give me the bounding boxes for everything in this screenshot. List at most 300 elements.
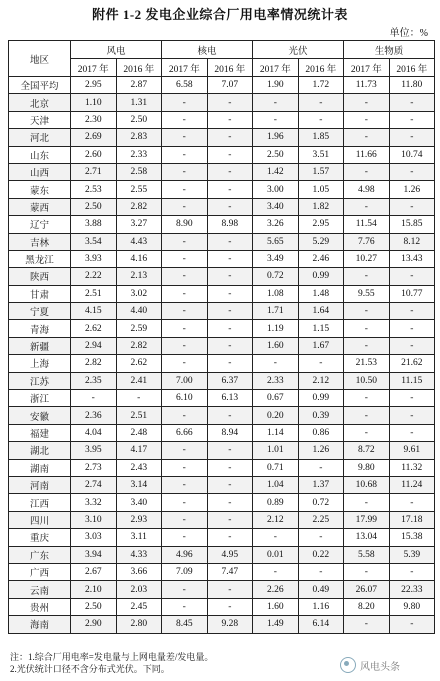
value-cell: - [344,390,390,407]
value-cell: 3.54 [71,233,117,250]
value-cell: 2.33 [116,146,162,163]
year-header: 2017 年 [71,59,117,77]
region-cell: 全国平均 [9,77,71,94]
region-cell: 天津 [9,111,71,128]
value-cell: 10.68 [344,476,390,493]
value-cell: 13.43 [389,250,435,267]
value-cell: 1.85 [298,129,344,146]
value-cell: 22.33 [389,581,435,598]
value-cell: 3.00 [253,181,299,198]
stats-table [8,40,435,634]
watermark-text: 风电头条 [360,661,400,673]
footnote-2: 2.光伏统计口径不含分布式光伏。下同。 [10,664,170,674]
value-cell: - [253,111,299,128]
value-cell: 1.72 [298,77,344,94]
value-cell: - [162,494,208,511]
value-cell: 3.26 [253,216,299,233]
value-cell: - [207,111,253,128]
value-cell: 2.58 [116,163,162,180]
region-cell: 山东 [9,146,71,163]
value-cell: - [162,181,208,198]
value-cell: - [162,459,208,476]
value-cell: 3.95 [71,442,117,459]
value-cell: 7.09 [162,563,208,580]
table-row [9,337,435,354]
value-cell: 0.86 [298,424,344,441]
value-cell: 2.62 [116,355,162,372]
value-cell: 2.53 [71,181,117,198]
value-cell: - [389,94,435,111]
value-cell: 2.95 [298,216,344,233]
value-cell: 3.10 [71,511,117,528]
value-cell: - [207,129,253,146]
value-cell: - [389,424,435,441]
value-cell: 2.25 [298,511,344,528]
region-cell: 吉林 [9,233,71,250]
value-cell: - [344,163,390,180]
value-cell: 9.28 [207,616,253,633]
value-cell: - [344,616,390,633]
value-cell: 3.11 [116,529,162,546]
value-cell: 2.55 [116,181,162,198]
value-cell: - [344,129,390,146]
value-cell: 2.95 [71,77,117,94]
value-cell: - [162,268,208,285]
region-cell: 四川 [9,511,71,528]
group-header-biomass: 生物质 [344,41,435,59]
region-cell: 甘肃 [9,285,71,302]
value-cell: - [344,111,390,128]
year-header: 2017 年 [162,59,208,77]
footnote-1: 注：1.综合厂用电率=发电量与上网电量差/发电量。 [10,652,214,662]
value-cell: 2.45 [116,598,162,615]
table-row [9,616,435,633]
value-cell: 11.54 [344,216,390,233]
value-cell: 3.27 [116,216,162,233]
value-cell: - [344,563,390,580]
value-cell: - [253,563,299,580]
value-cell: 6.13 [207,390,253,407]
watermark [340,652,436,678]
value-cell: - [389,129,435,146]
value-cell: 2.50 [71,198,117,215]
value-cell: - [162,198,208,215]
value-cell: 0.01 [253,546,299,563]
value-cell: - [162,303,208,320]
table-row [9,372,435,389]
value-cell: 2.35 [71,372,117,389]
value-cell: 5.39 [389,546,435,563]
value-cell: 3.03 [71,529,117,546]
value-cell: 2.80 [116,616,162,633]
value-cell: - [207,250,253,267]
value-cell: 26.07 [344,581,390,598]
value-cell: - [71,390,117,407]
value-cell: 4.15 [71,303,117,320]
value-cell: - [116,390,162,407]
value-cell: 9.61 [389,442,435,459]
unit-label: 单位：% [389,28,428,39]
value-cell: 2.30 [71,111,117,128]
value-cell: 17.18 [389,511,435,528]
value-cell: 3.40 [253,198,299,215]
value-cell: 1.16 [298,598,344,615]
value-cell: - [207,598,253,615]
year-header: 2016 年 [207,59,253,77]
value-cell: 1.60 [253,598,299,615]
value-cell: 2.73 [71,459,117,476]
value-cell: - [389,390,435,407]
region-cell: 河南 [9,476,71,493]
value-cell: 11.66 [344,146,390,163]
value-cell: 2.87 [116,77,162,94]
region-cell: 陕西 [9,268,71,285]
value-cell: 15.38 [389,529,435,546]
value-cell: 8.90 [162,216,208,233]
value-cell: 9.55 [344,285,390,302]
value-cell: 2.13 [116,268,162,285]
value-cell: - [207,94,253,111]
value-cell: 1.05 [298,181,344,198]
value-cell: 3.32 [71,494,117,511]
value-cell: 3.66 [116,563,162,580]
value-cell: - [389,616,435,633]
table-row [9,129,435,146]
table-row [9,111,435,128]
value-cell: 5.65 [253,233,299,250]
value-cell: - [162,111,208,128]
table-row [9,320,435,337]
year-header: 2017 年 [344,59,390,77]
table-title: 附件 1-2 发电企业综合厂用电率情况统计表 [92,7,348,22]
value-cell: - [389,163,435,180]
region-cell: 贵州 [9,598,71,615]
value-cell: 4.17 [116,442,162,459]
value-cell: 15.85 [389,216,435,233]
value-cell: 1.10 [71,94,117,111]
value-cell: - [344,424,390,441]
value-cell: 10.27 [344,250,390,267]
value-cell: - [389,494,435,511]
value-cell: - [162,337,208,354]
value-cell: 1.67 [298,337,344,354]
region-cell: 青海 [9,320,71,337]
table-row [9,494,435,511]
table-row [9,476,435,493]
value-cell: 2.93 [116,511,162,528]
value-cell: 6.58 [162,77,208,94]
table-row [9,198,435,215]
value-cell: - [344,303,390,320]
group-header-nuclear: 核电 [162,41,253,59]
value-cell: 1.31 [116,94,162,111]
table-row [9,268,435,285]
value-cell: - [389,407,435,424]
table-row [9,303,435,320]
value-cell: 3.51 [298,146,344,163]
value-cell: 7.76 [344,233,390,250]
value-cell: 4.43 [116,233,162,250]
value-cell: 9.80 [389,598,435,615]
value-cell: - [344,268,390,285]
value-cell: - [344,337,390,354]
value-cell: - [162,163,208,180]
value-cell: - [207,181,253,198]
value-cell: 2.71 [71,163,117,180]
value-cell: 11.15 [389,372,435,389]
value-cell: - [207,320,253,337]
value-cell: 1.96 [253,129,299,146]
value-cell: - [389,268,435,285]
table-row [9,459,435,476]
value-cell: 6.66 [162,424,208,441]
value-cell: 1.71 [253,303,299,320]
value-cell: - [207,511,253,528]
region-cell: 辽宁 [9,216,71,233]
value-cell: - [162,442,208,459]
value-cell: 0.49 [298,581,344,598]
table-row [9,250,435,267]
value-cell: 9.80 [344,459,390,476]
value-cell: - [162,94,208,111]
value-cell: - [207,285,253,302]
value-cell: 13.04 [344,529,390,546]
value-cell: 4.95 [207,546,253,563]
region-cell: 广西 [9,563,71,580]
value-cell: 2.03 [116,581,162,598]
value-cell: 5.58 [344,546,390,563]
value-cell: 6.14 [298,616,344,633]
value-cell: 11.80 [389,77,435,94]
value-cell: 2.41 [116,372,162,389]
region-cell: 河北 [9,129,71,146]
value-cell: - [298,111,344,128]
value-cell: - [207,163,253,180]
value-cell: 2.50 [116,111,162,128]
region-cell: 新疆 [9,337,71,354]
region-cell: 云南 [9,581,71,598]
region-cell: 广东 [9,546,71,563]
value-cell: 0.71 [253,459,299,476]
value-cell: - [207,407,253,424]
table-row [9,94,435,111]
value-cell: 2.60 [71,146,117,163]
value-cell: - [344,198,390,215]
value-cell: 1.19 [253,320,299,337]
value-cell: 2.12 [253,511,299,528]
value-cell: 2.12 [298,372,344,389]
year-header: 2017 年 [253,59,299,77]
value-cell: 2.43 [116,459,162,476]
value-cell: 11.32 [389,459,435,476]
value-cell: 2.51 [116,407,162,424]
value-cell: - [162,233,208,250]
value-cell: - [389,198,435,215]
value-cell: 2.82 [71,355,117,372]
value-cell: - [207,442,253,459]
value-cell: - [253,94,299,111]
table-row [9,407,435,424]
region-cell: 江西 [9,494,71,511]
region-cell: 湖南 [9,459,71,476]
value-cell: 1.04 [253,476,299,493]
value-cell: - [207,233,253,250]
value-cell: - [389,337,435,354]
value-cell: 4.04 [71,424,117,441]
value-cell: - [389,320,435,337]
value-cell: - [298,459,344,476]
value-cell: 7.47 [207,563,253,580]
value-cell: 0.89 [253,494,299,511]
value-cell: 8.98 [207,216,253,233]
value-cell: 0.99 [298,268,344,285]
value-cell: - [298,94,344,111]
value-cell: - [207,581,253,598]
value-cell: 2.50 [253,146,299,163]
value-cell: - [207,198,253,215]
value-cell: 1.37 [298,476,344,493]
region-cell: 浙江 [9,390,71,407]
value-cell: 1.82 [298,198,344,215]
value-cell: - [298,563,344,580]
value-cell: 21.62 [389,355,435,372]
value-cell: 2.33 [253,372,299,389]
value-cell: 3.02 [116,285,162,302]
value-cell: 2.22 [71,268,117,285]
value-cell: 17.99 [344,511,390,528]
value-cell: 1.64 [298,303,344,320]
table-row [9,511,435,528]
region-cell: 重庆 [9,529,71,546]
value-cell: 4.96 [162,546,208,563]
table-row [9,285,435,302]
value-cell: 8.12 [389,233,435,250]
region-cell: 蒙西 [9,198,71,215]
value-cell: - [162,511,208,528]
value-cell: 1.15 [298,320,344,337]
value-cell: - [162,407,208,424]
footnotes [10,651,213,675]
value-cell: 3.93 [71,250,117,267]
value-cell: 7.07 [207,77,253,94]
value-cell: 2.83 [116,129,162,146]
region-cell: 山西 [9,163,71,180]
value-cell: 2.10 [71,581,117,598]
value-cell: 10.50 [344,372,390,389]
value-cell: 1.90 [253,77,299,94]
value-cell: - [253,355,299,372]
value-cell: 1.60 [253,337,299,354]
value-cell: 3.40 [116,494,162,511]
table-row [9,163,435,180]
group-header-wind: 风电 [71,41,162,59]
value-cell: - [344,407,390,424]
value-cell: 2.90 [71,616,117,633]
value-cell: - [207,337,253,354]
wind-logo-icon [340,657,356,673]
value-cell: - [207,303,253,320]
value-cell: 2.51 [71,285,117,302]
value-cell: 11.24 [389,476,435,493]
value-cell: 1.42 [253,163,299,180]
value-cell: 2.62 [71,320,117,337]
value-cell: - [162,355,208,372]
value-cell: 4.16 [116,250,162,267]
table-row [9,563,435,580]
table-row [9,546,435,563]
value-cell: - [162,285,208,302]
value-cell: - [162,250,208,267]
value-cell: 3.94 [71,546,117,563]
value-cell: 8.20 [344,598,390,615]
year-header: 2016 年 [389,59,435,77]
value-cell: 3.49 [253,250,299,267]
table-body [9,77,435,634]
region-cell: 上海 [9,355,71,372]
value-cell: - [162,581,208,598]
value-cell: - [298,529,344,546]
value-cell: - [162,598,208,615]
value-cell: 2.74 [71,476,117,493]
value-cell: - [344,494,390,511]
table-row [9,581,435,598]
value-cell: 7.00 [162,372,208,389]
value-cell: 0.72 [253,268,299,285]
value-cell: - [207,355,253,372]
value-cell: - [207,529,253,546]
value-cell: - [162,529,208,546]
region-cell: 黑龙江 [9,250,71,267]
value-cell: - [253,529,299,546]
value-cell: 0.22 [298,546,344,563]
value-cell: 2.82 [116,198,162,215]
table-row [9,355,435,372]
region-cell: 宁夏 [9,303,71,320]
value-cell: 2.50 [71,598,117,615]
value-cell: 0.20 [253,407,299,424]
year-header: 2016 年 [116,59,162,77]
value-cell: 3.88 [71,216,117,233]
value-cell: - [207,494,253,511]
year-header: 2016 年 [298,59,344,77]
value-cell: - [162,320,208,337]
value-cell: 1.08 [253,285,299,302]
value-cell: 0.67 [253,390,299,407]
value-cell: 8.72 [344,442,390,459]
value-cell: 2.94 [71,337,117,354]
region-cell: 江苏 [9,372,71,389]
value-cell: - [389,303,435,320]
value-cell: 1.26 [389,181,435,198]
region-cell: 北京 [9,94,71,111]
value-cell: 1.57 [298,163,344,180]
value-cell: - [162,129,208,146]
value-cell: - [162,146,208,163]
value-cell: - [298,355,344,372]
table-row [9,216,435,233]
value-cell: - [162,476,208,493]
value-cell: - [207,476,253,493]
value-cell: 4.40 [116,303,162,320]
value-cell: 0.72 [298,494,344,511]
value-cell: 3.14 [116,476,162,493]
table-row [9,181,435,198]
value-cell: 0.99 [298,390,344,407]
value-cell: - [344,94,390,111]
value-cell: 0.39 [298,407,344,424]
value-cell: - [207,268,253,285]
value-cell: 2.82 [116,337,162,354]
